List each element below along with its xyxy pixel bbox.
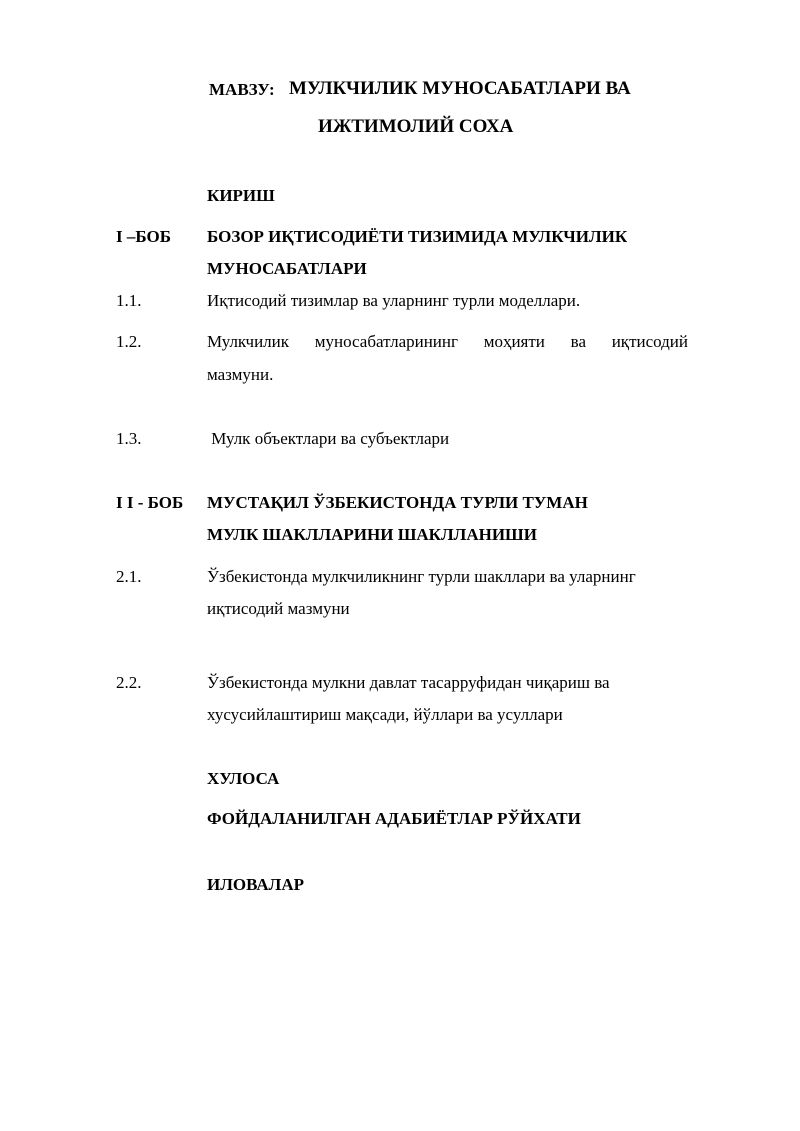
section-number: 2.1. bbox=[116, 567, 142, 586]
section-title: Мулкчилик муносабатларининг моҳияти ва иқтисодий bbox=[207, 332, 688, 351]
section-number: 1.2. bbox=[116, 332, 142, 351]
section-title-continued: мазмуни. bbox=[207, 365, 274, 384]
toc-intro: КИРИШ bbox=[207, 186, 275, 205]
toc-conclusion: ХУЛОСА bbox=[207, 769, 280, 788]
chapter-2-title-line-1: МУСТАҚИЛ ЎЗБЕКИСТОНДА ТУРЛИ ТУМАН bbox=[207, 493, 588, 512]
toc-appendices: ИЛОВАЛАР bbox=[207, 875, 304, 894]
section-title-continued: иқтисодий мазмуни bbox=[207, 599, 350, 618]
section-number: 1.3. bbox=[116, 429, 142, 448]
chapter-1-title-line-1: БОЗОР ИҚТИСОДИЁТИ ТИЗИМИДА МУЛКЧИЛИК bbox=[207, 227, 628, 246]
section-title-continued: хусусийлаштириш мақсади, йўллари ва усуллари bbox=[207, 705, 563, 724]
chapter-2-label: I I - БОБ bbox=[116, 493, 184, 512]
title-line-2: ИЖТИМОЛИЙ СОХА bbox=[318, 116, 514, 137]
section-title: Ўзбекистонда мулкни давлат тасарруфидан чиқариш ва bbox=[207, 673, 610, 692]
section-number: 1.1. bbox=[116, 291, 142, 310]
section-title: Мулк объектлари ва субъектлари bbox=[207, 429, 450, 448]
section-title: Ўзбекистонда мулкчиликнинг турли шакллари ва уларнинг bbox=[207, 567, 636, 586]
title-prefix: МАВЗУ: bbox=[209, 80, 275, 99]
title-line-1: МУЛКЧИЛИК МУНОСАБАТЛАРИ ВА bbox=[289, 78, 631, 99]
section-title: Иқтисодий тизимлар ва уларнинг турли моделлари. bbox=[207, 291, 581, 310]
chapter-1-label: I –БОБ bbox=[116, 227, 171, 246]
section-number: 2.2. bbox=[116, 673, 142, 692]
toc-references: ФОЙДАЛАНИЛГАН АДАБИЁТЛАР РЎЙХАТИ bbox=[207, 809, 581, 828]
chapter-2-title-line-2: МУЛК ШАКЛЛАРИНИ ШАКЛЛАНИШИ bbox=[207, 525, 537, 544]
chapter-1-title-line-2: МУНОСАБАТЛАРИ bbox=[207, 259, 367, 278]
